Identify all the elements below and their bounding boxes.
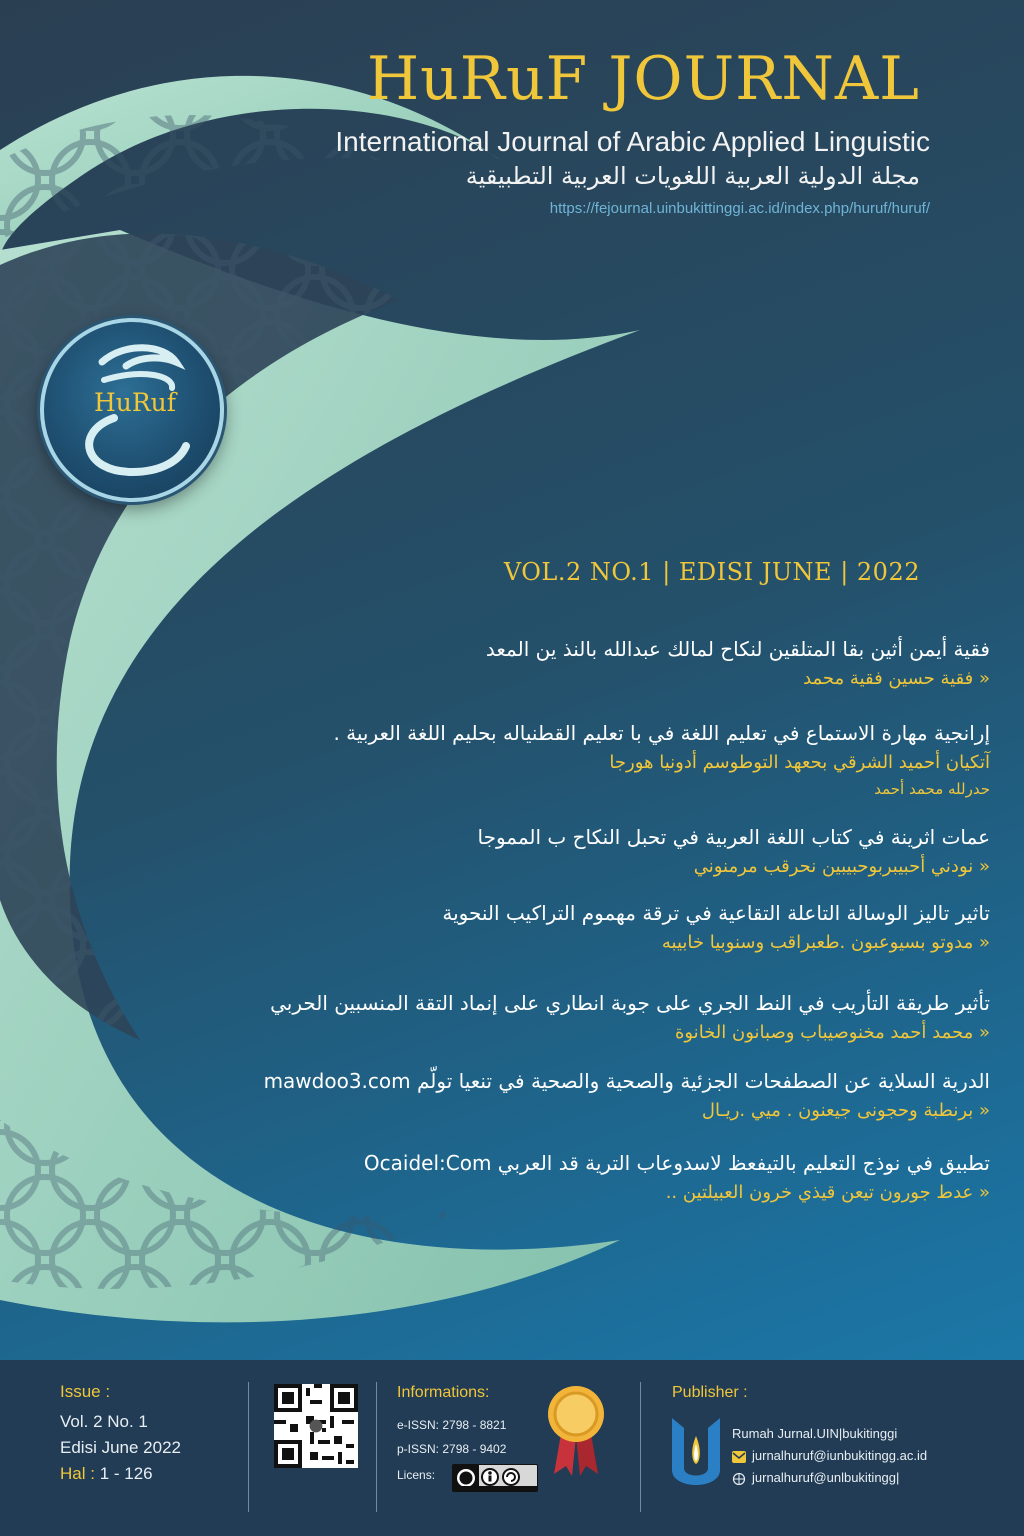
article-title-arabic: الدرية السلاية عن الصطفحات الجزئية والصحية والصحية في تنعيا تولّم	[416, 1069, 990, 1093]
journal-subtitle: International Journal of Arabic Applied Linguistic	[335, 126, 930, 157]
article-author: « محمد أحمد مخنوصيباب وصبانون الخانوة	[674, 1022, 990, 1043]
journal-title: HuRuF JOURNAL	[366, 44, 920, 114]
article-item[interactable]	[200, 822, 990, 882]
article-title-arabic: تطبيق في نوذج التعليم بالتيفعظ لاسدوعاب الترية قد العربي	[497, 1151, 990, 1175]
article-title	[200, 1148, 990, 1178]
pages-label: Hal :	[60, 1464, 95, 1483]
logo-text: HuRuf	[93, 388, 177, 417]
informations-heading: Informations:	[397, 1384, 490, 1401]
publisher-heading: Publisher :	[672, 1384, 748, 1401]
article-item[interactable]	[200, 898, 990, 958]
article-item[interactable]	[200, 718, 990, 800]
article-title: فقية أيمن أثين بقا المتلقين لنكاح لمالك عبدالله بالنذ ين المعد	[485, 637, 990, 661]
creative-commons-badge[interactable]	[452, 1464, 538, 1492]
article-author: « نودني أحبيبربوحبيبين نحرقب مرمنوني	[693, 856, 990, 877]
article-title-latin: Ocaidel:Com	[363, 1151, 492, 1175]
publisher-web[interactable]	[732, 1470, 899, 1485]
article-item[interactable]	[200, 1066, 990, 1126]
article-author: « برنطبة وحجونى جيعنون . ميي .ريـال	[701, 1100, 990, 1121]
article-title-latin: mawdoo3.com	[263, 1069, 411, 1093]
article-item[interactable]	[200, 1148, 990, 1208]
email-icon	[732, 1451, 746, 1463]
article-title	[200, 1066, 990, 1096]
article-title: تاثير تاليز الوسالة التاعلة التقاعية في ترقة مهموم التراكيب النحوية	[442, 901, 990, 925]
globe-icon	[732, 1473, 746, 1485]
article-author: آتكيان أحميد الشرقي بحعهد التوطوسم أدونيا هورجا	[609, 752, 990, 773]
publisher-email-text: jurnalhuruf@iunbukitingg.ac.id	[752, 1448, 928, 1463]
rumah-jurnal-logo-icon	[668, 1414, 724, 1488]
issue-edition: Edisi June 2022	[60, 1438, 181, 1457]
article-title: تأثير طريقة التأريب في النط الجري على جوبة انطاري على إنماد التقة المنسبين الحربي	[270, 991, 990, 1015]
article-title: إرانجية مهارة الاستماع في تعليم اللغة في با تعليم القطنياله بحليم اللغة العربية .	[333, 721, 990, 745]
journal-url[interactable]: https://fejournal.uinbukittinggi.ac.id/index.php/huruf/huruf/	[549, 200, 930, 217]
publisher-web-text: jurnalhuruf@unlbukitingg|	[752, 1470, 900, 1485]
footer-divider	[640, 1382, 641, 1512]
article-author: « مدوتو بسيوعبون .طعبراقب وسنوبيا خابيبه	[661, 932, 990, 953]
article-item[interactable]	[200, 988, 990, 1048]
pissn-text: p-ISSN: 2798 - 9402	[397, 1442, 507, 1456]
eissn-text: e-ISSN: 2798 - 8821	[397, 1418, 507, 1432]
cover-footer	[0, 1360, 1024, 1536]
publisher-name: Rumah Jurnal.UIN|bukitinggi	[732, 1426, 898, 1441]
article-author: « فقية حسين فقية محمد	[803, 668, 990, 689]
article-item[interactable]	[200, 634, 990, 694]
publisher-email[interactable]	[732, 1448, 927, 1463]
journal-arabic-subtitle: مجلة الدولية العربية اللغويات العربية التطبيقية	[465, 162, 920, 190]
volume-line: VOL.2 NO.1 | EDISI JUNE | 2022	[503, 558, 920, 586]
footer-divider	[376, 1382, 377, 1512]
license-label: Licens:	[397, 1468, 436, 1482]
issue-pages	[60, 1464, 153, 1484]
pages-value: 1 - 126	[99, 1464, 153, 1483]
huruf-logo-badge	[40, 318, 224, 502]
cc-by-sa-icon	[453, 1465, 537, 1491]
article-author-secondary: حدرلله محمد أحمد	[874, 780, 990, 798]
qr-code-icon	[274, 1384, 358, 1468]
qr-code[interactable]	[274, 1384, 358, 1468]
footer-divider	[248, 1382, 249, 1512]
article-title: عمات اثرينة في كتاب اللغة العربية في تحبل النكاح ب المموجا	[477, 825, 990, 849]
issue-volume: Vol. 2 No. 1	[60, 1412, 148, 1431]
award-medal-icon	[544, 1382, 608, 1478]
article-author: « عدط جورون تيعن قيذي خرون العبيلتين ..	[665, 1182, 990, 1203]
issue-heading: Issue :	[60, 1382, 111, 1401]
